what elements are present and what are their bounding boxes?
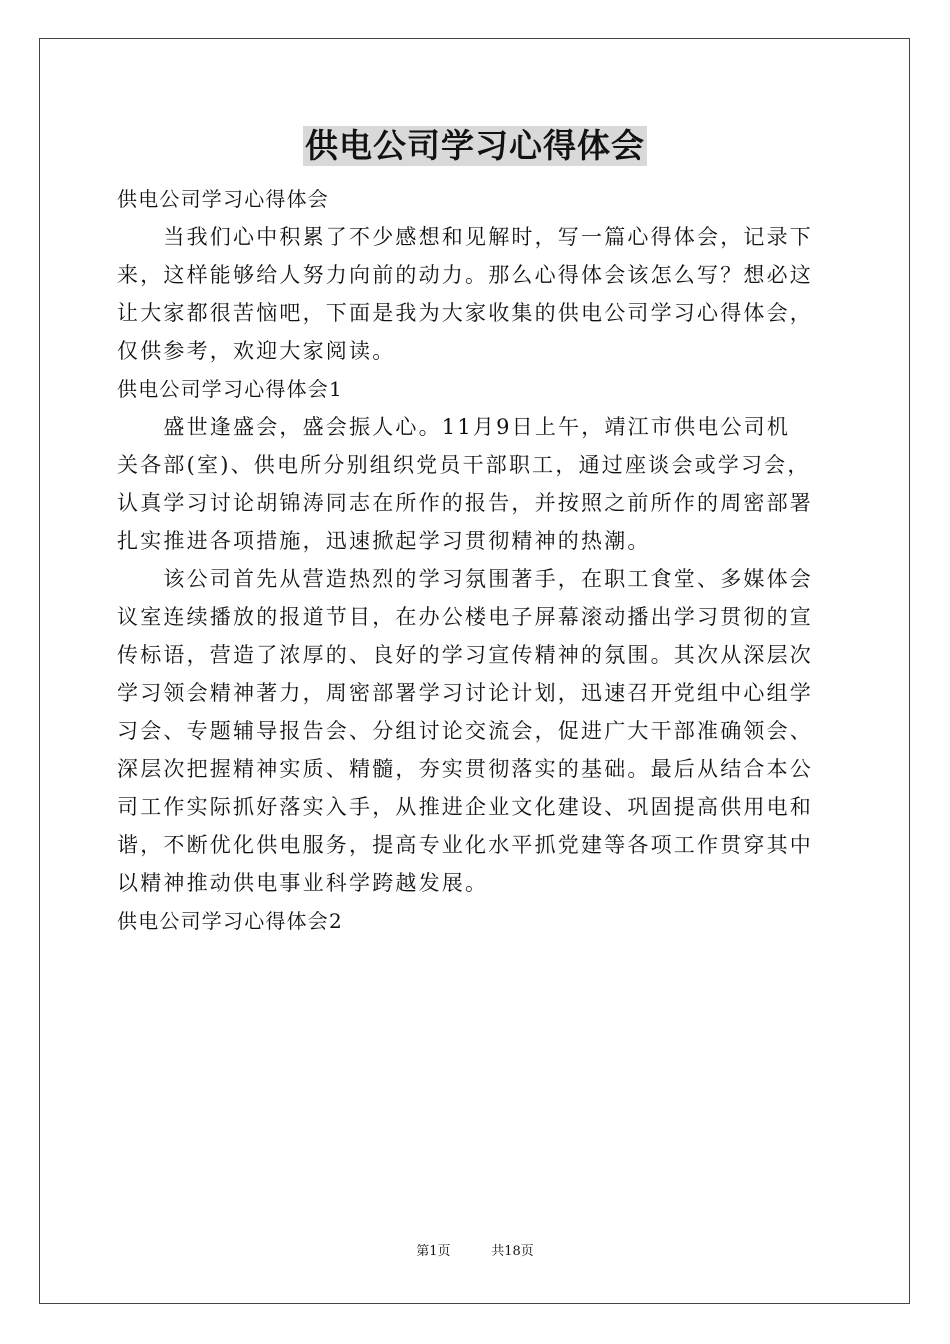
paragraph-line: 传标语，营造了浓厚的、良好的学习宣传精神的氛围。其次从深层次 <box>117 643 813 667</box>
paragraph-line: 议室连续播放的报道节目，在办公楼电子屏幕滚动播出学习贯彻的宣 <box>117 605 813 629</box>
paragraph-line: 关各部(室)、供电所分别组织党员干部职工，通过座谈会或学习会， <box>117 453 811 477</box>
document-subtitle: 供电公司学习心得体会 <box>117 187 329 211</box>
section-heading: 供电公司学习心得体会2 <box>117 909 343 933</box>
page-number: 第1页 <box>416 1244 451 1259</box>
paragraph-line: 让大家都很苦恼吧，下面是我为大家收集的供电公司学习心得体会， <box>117 301 813 325</box>
paragraph-line: 仅供参考，欢迎大家阅读。 <box>117 339 396 363</box>
paragraph-line: 深层次把握精神实质、精髓，夯实贯彻落实的基础。最后从结合本公 <box>117 757 813 781</box>
paragraph-line: 盛世逢盛会，盛会振人心。11月9日上午，靖江市供电公司机 <box>117 415 791 439</box>
paragraph-line: 习会、专题辅导报告会、分组讨论交流会，促进广大干部准确领会、 <box>117 719 813 743</box>
page-footer <box>0 1244 950 1260</box>
paragraph-line: 扎实推进各项措施，迅速掀起学习贯彻精神的热潮。 <box>117 529 651 553</box>
paragraph-line: 以精神推动供电事业科学跨越发展。 <box>117 871 489 895</box>
paragraph-line: 谐，不断优化供电服务，提高专业化水平抓党建等各项工作贯穿其中 <box>117 833 813 857</box>
document-body <box>117 180 837 940</box>
paragraph-line: 学习领会精神著力，周密部署学习讨论计划，迅速召开党组中心组学 <box>117 681 813 705</box>
paragraph-line: 司工作实际抓好落实入手，从推进企业文化建设、巩固提高供用电和 <box>117 795 813 819</box>
section-heading: 供电公司学习心得体会1 <box>117 377 343 401</box>
paragraph-line: 当我们心中积累了不少感想和见解时，写一篇心得体会，记录下 <box>117 225 813 249</box>
page-total: 共18页 <box>491 1244 534 1259</box>
document-title: 供电公司学习心得体会 <box>305 126 645 165</box>
body-lines <box>117 218 837 940</box>
paragraph-line: 认真学习讨论胡锦涛同志在所作的报告，并按照之前所作的周密部署 <box>117 491 813 515</box>
paragraph-line: 该公司首先从营造热烈的学习氛围著手，在职工食堂、多媒体会 <box>117 567 813 591</box>
title-container <box>0 126 950 166</box>
paragraph-line: 来，这样能够给人努力向前的动力。那么心得体会该怎么写？想必这 <box>117 263 813 287</box>
